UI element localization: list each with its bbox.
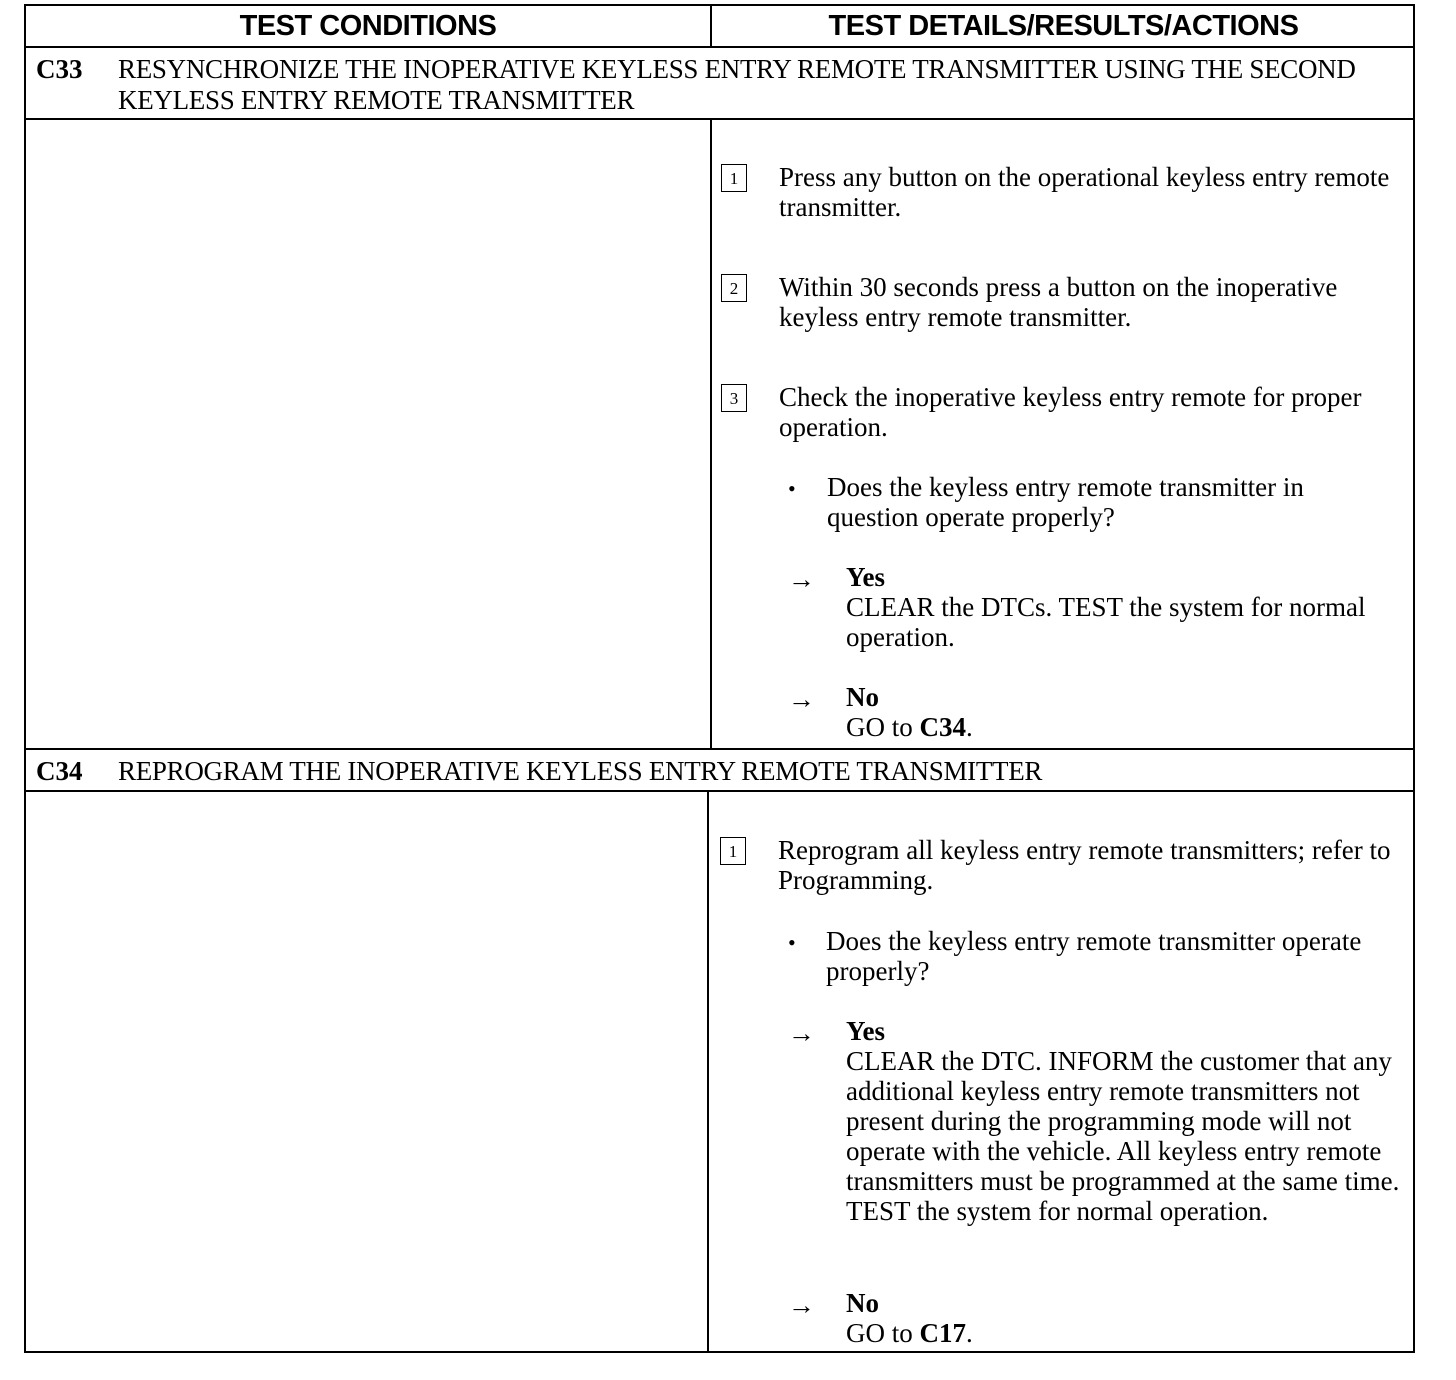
yes-action-text: CLEAR the DTC. INFORM the customer that any additional keyless entry remote transmitters not present during the programming mode will not operate with the vehicle. All keyless entry remote transmitters must be programmed at the same time. TEST the system for normal operation. (846, 1046, 1400, 1226)
step-number-box: 1 (720, 837, 746, 865)
go-to-prefix: GO to (846, 712, 920, 742)
section-c34-column-divider (707, 790, 709, 1353)
header-column-divider (710, 6, 712, 46)
arrow-right-icon: → (788, 684, 815, 714)
arrow-right-icon: → (788, 1018, 815, 1048)
no-label: No (846, 682, 879, 712)
section-title: REPROGRAM THE INOPERATIVE KEYLESS ENTRY REMOTE TRANSMITTER (118, 756, 1043, 786)
column-header-test-details: TEST DETAILS/RESULTS/ACTIONS (828, 10, 1299, 42)
no-result (846, 1288, 1406, 1348)
go-to-target: C34 (919, 712, 966, 742)
question-text: Does the keyless entry remote transmitter operate properly? (826, 926, 1362, 986)
yes-label: Yes (846, 1016, 885, 1046)
go-to-prefix: GO to (846, 1318, 920, 1348)
step-text: Reprogram all keyless entry remote transmitters; refer to Programming. (778, 835, 1391, 895)
section-title: RESYNCHRONIZE THE INOPERATIVE KEYLESS ENTRY REMOTE TRANSMITTER USING THE SECOND KEYLESS ENTRY REMOTE TRANSMITTER (118, 54, 1356, 115)
bullet-icon: • (788, 930, 796, 955)
diagnostic-test-table (24, 4, 1415, 1353)
section-c33-column-divider (710, 118, 712, 748)
column-header-test-conditions: TEST CONDITIONS (239, 10, 497, 42)
section-c34-title-divider (26, 790, 1413, 792)
go-to-suffix: . (966, 712, 973, 742)
go-to-target: C17 (919, 1318, 966, 1348)
bullet-icon: • (788, 476, 796, 501)
section-c33-title-divider (26, 118, 1413, 120)
no-result (846, 682, 1406, 742)
yes-result (846, 1016, 1406, 1226)
step-text: Press any button on the operational keyless entry remote transmitter. (779, 162, 1390, 222)
arrow-right-icon: → (788, 1290, 815, 1320)
question-text: Does the keyless entry remote transmitter in question operate properly? (827, 472, 1304, 532)
yes-result (846, 562, 1406, 652)
step-text: Within 30 seconds press a button on the inoperative keyless entry remote transmitter. (779, 272, 1338, 332)
arrow-right-icon: → (788, 564, 815, 594)
step-text: Check the inoperative keyless entry remote for proper operation. (779, 382, 1362, 442)
no-label: No (846, 1288, 879, 1318)
step-number-box: 1 (721, 164, 747, 192)
yes-action-text: CLEAR the DTCs. TEST the system for normal operation. (846, 592, 1366, 652)
section-code: C34 (36, 756, 83, 786)
section-code: C33 (36, 54, 83, 84)
section-c34-top-divider (26, 748, 1413, 750)
header-divider (26, 46, 1413, 48)
yes-label: Yes (846, 562, 885, 592)
step-number-box: 3 (721, 384, 747, 412)
go-to-suffix: . (966, 1318, 973, 1348)
step-number-box: 2 (721, 274, 747, 302)
